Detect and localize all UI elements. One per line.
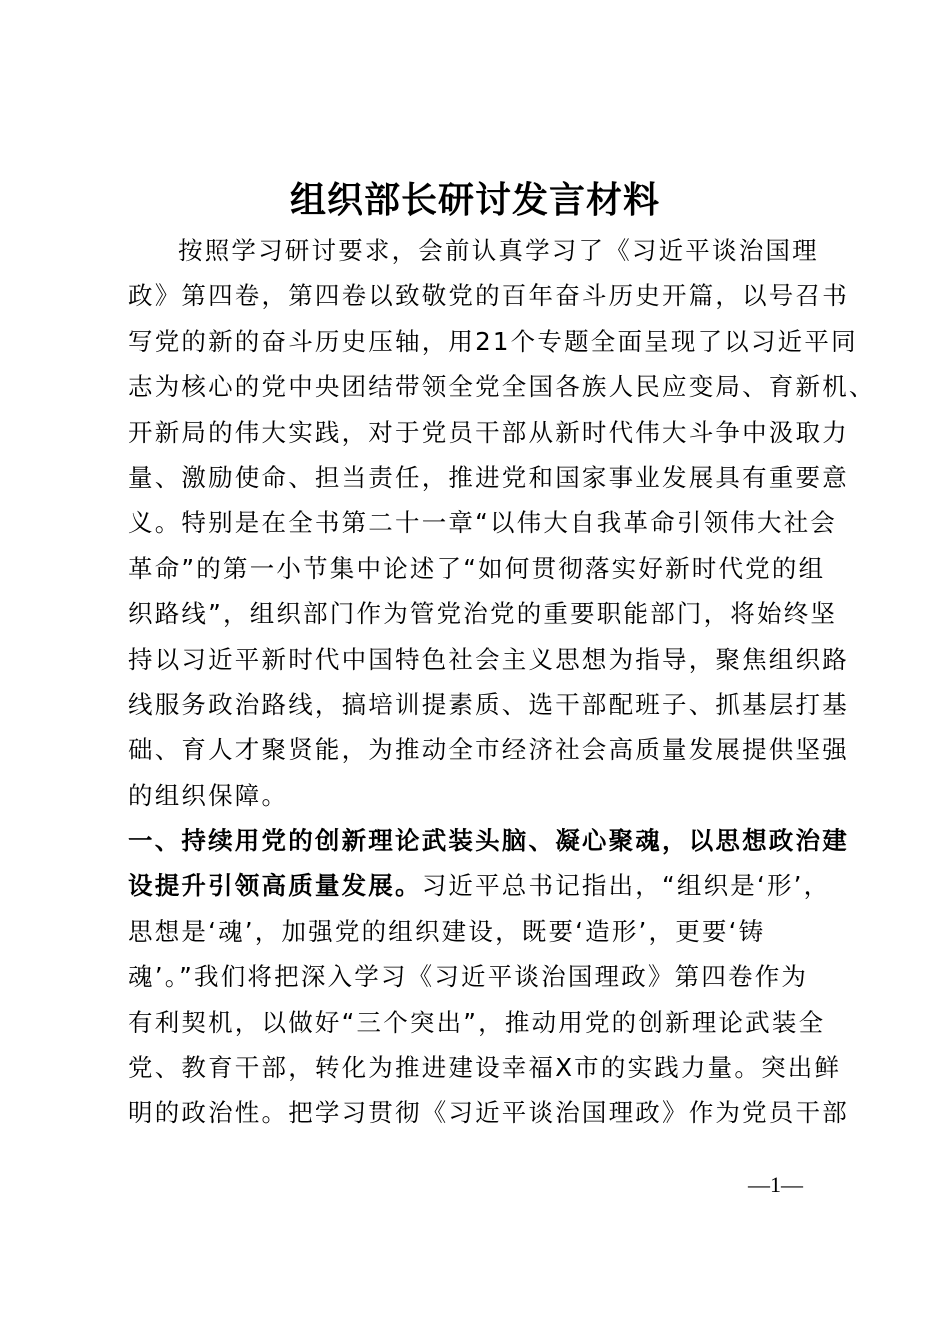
paragraph-line: 思想是‘魂’，加强党的组织建设，既要‘造形’，更要‘铸 xyxy=(128,916,766,946)
page-number: —1— xyxy=(748,1172,803,1197)
paragraph-line: 础、育人才聚贤能，为推动全市经济社会高质量发展提供坚强 xyxy=(128,735,849,765)
paragraph-line: 写党的新的奋斗历史压轴，用21个专题全面呈现了以习近平同 xyxy=(128,326,858,356)
paragraph-line: 织路线”，组织部门作为管党治党的重要职能部门，将始终坚 xyxy=(128,599,838,629)
paragraph-line: 党、教育干部，转化为推进建设幸福X市的实践力量。突出鲜 xyxy=(128,1053,842,1083)
document-body xyxy=(128,228,876,1136)
paragraph-line: 政》第四卷，第四卷以致敬党的百年奋斗历史开篇，以号召书 xyxy=(128,281,849,311)
paragraph-line: 革命”的第一小节集中论述了“如何贯彻落实好新时代党的组 xyxy=(128,553,826,583)
paragraph-line: 明的政治性。把学习贯彻《习近平谈治国理政》作为党员干部 xyxy=(128,1098,849,1128)
paragraph-line: 有利契机，以做好“三个突出”，推动用党的创新理论武装全 xyxy=(128,1007,826,1037)
paragraph-line: 持以习近平新时代中国特色社会主义思想为指导，聚焦组织路 xyxy=(128,644,849,674)
paragraph-line: 量、激励使命、担当责任，推进党和国家事业发展具有重要意 xyxy=(128,462,849,492)
paragraph-line: 志为核心的党中央团结带领全党全国各族人民应变局、育新机、 xyxy=(128,372,876,402)
paragraph-line: 线服务政治路线，搞培训提素质、选干部配班子、抓基层打基 xyxy=(128,689,849,719)
paragraph-text: 习近平总书记指出，“组织是‘形’， xyxy=(421,871,831,901)
document-title: 组织部长研讨发言材料 xyxy=(289,179,660,221)
paragraph-line: 按照学习研讨要求，会前认真学习了《习近平谈治国理 xyxy=(178,236,819,265)
paragraph-line: 开新局的伟大实践，对于党员干部从新时代伟大斗争中汲取力 xyxy=(128,417,849,447)
paragraph-line: 义。特别是在全书第二十一章“以伟大自我革命引领伟大社会 xyxy=(128,508,838,538)
paragraph-line: 的组织保障。 xyxy=(128,780,289,810)
section-heading-tail: 设提升引领高质量发展。 xyxy=(128,871,422,901)
section-heading-line: 一、持续用党的创新理论武装头脑、凝心聚魂，以思想政治建 xyxy=(128,826,849,856)
paragraph-line xyxy=(128,863,848,908)
paragraph-line: 魂’。”我们将把深入学习《习近平谈治国理政》第四卷作为 xyxy=(128,962,809,992)
